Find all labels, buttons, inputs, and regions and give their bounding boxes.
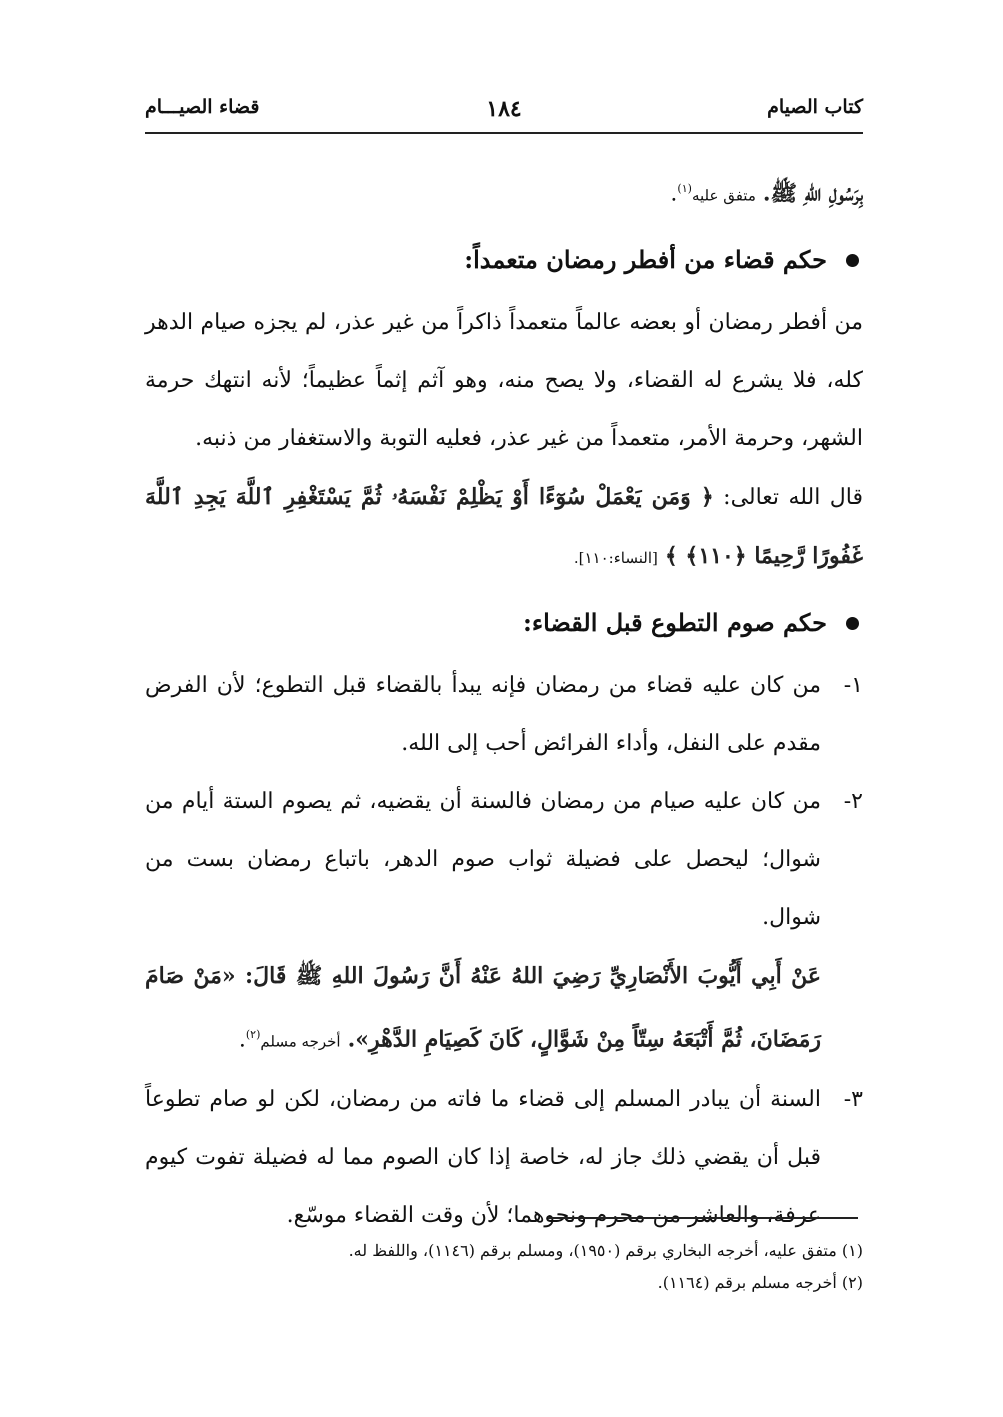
running-header	[145, 92, 863, 134]
page-body	[145, 160, 863, 1245]
bullet-icon	[846, 254, 859, 267]
verse-paragraph	[145, 468, 863, 587]
list-item-text: السنة أن يبادر المسلم إلى قضاء ما فاته من رمضان، لكن لو صام تطوعاً قبل أن يقضي ذلك جاز له، خاصة إذا كان الصوم مما له فضيلة تفوت كيوم عرفة، والعاشر من محرم ونحوهما؛ لأن وقت القضاء موسّع.	[145, 1086, 821, 1228]
hadith-ref: أخرجه مسلم	[260, 1032, 341, 1051]
footnote-marker-2: (٢)	[245, 1028, 261, 1042]
list-item-1	[145, 657, 863, 773]
chapter-title: قضاء الصيـــام	[145, 96, 260, 118]
list-item-number: ٣-	[843, 1086, 863, 1112]
hadith-paragraph: عَنْ أَبِي أَيُّوبَ الأَنْصَارِيِّ رَضِيَ اللهُ عَنْهُ أَنَّ رَسُولَ اللهِ ﷺ قَالَ: «مَنْ صَامَ رَمَضَانَ، ثُمَّ أَتْبَعَهُ سِتّاً مِنْ شَوَّالٍ، كَانَ كَصِيَامِ الدَّهْرِ». أخرجه مسلم$^{(٢)}$.	[145, 963, 821, 1053]
list-item-text: من كان عليه قضاء من رمضان فإنه يبدأ بالقضاء قبل التطوع؛ لأن الفرض مقدم على النفل، وأداء الفرائض أحب إلى الله.	[145, 673, 821, 757]
section-heading-1-text: حكم قضاء من أفطر رمضان متعمداً:	[464, 245, 827, 275]
book-title: كتاب الصيام	[767, 96, 863, 118]
list-item-number: ١-	[843, 673, 863, 699]
list-item-number: ٢-	[843, 789, 863, 815]
intro-line: بِرَسُولِ اللهِ ﷺ. متفق عليه$^{(١)}$.	[670, 180, 863, 207]
footnote-2: (٢) أخرجه مسلم برقم (١١٦٤).	[657, 1273, 863, 1292]
intro-ref: متفق عليه	[691, 186, 756, 205]
footnotes	[145, 1235, 863, 1299]
section-heading-2-text: حكم صوم التطوع قبل القضاء:	[522, 608, 827, 638]
section-heading-2	[145, 593, 863, 653]
bullet-icon	[846, 617, 859, 630]
quran-verse: ﴿ وَمَن يَعْمَلْ سُوٓءًا أَوْ يَظْلِمْ نَفْسَهُۥ ثُمَّ يَسْتَغْفِرِ ٱللَّهَ يَجِدِ ٱللَّهَ غَفُورًا رَّحِيمًا ﴿١١٠﴾ ﴾	[145, 484, 863, 570]
footnote-1: (١) متفق عليه، أخرجه البخاري برقم (١٩٥٠)، ومسلم برقم (١١٤٦)، واللفظ له.	[348, 1241, 863, 1260]
hadith-text: عَنْ أَبِي أَيُّوبَ الأَنْصَارِيِّ رَضِيَ اللهُ عَنْهُ أَنَّ رَسُولَ اللهِ ﷺ قَالَ: «مَنْ صَامَ رَمَضَانَ، ثُمَّ أَتْبَعَهُ سِتّاً مِنْ شَوَّالٍ، كَانَ كَصِيَامِ الدَّهْرِ».	[145, 963, 821, 1053]
section-1-paragraph: من أفطر رمضان أو بعضه عالماً متعمداً ذاكراً من غير عذر، لم يجزه صيام الدهر كله، فلا يشرع له القضاء، ولا يصح منه، وهو آثم إثماً عظيماً؛ لأنه انتهك حرمة الشهر، وحرمة الأمر، متعمداً من غير عذر، فعليه التوبة والاستغفار من ذنبه.	[145, 310, 863, 452]
footnote-divider	[548, 1217, 858, 1219]
verse-reference: [النساء:١١٠].	[573, 549, 658, 568]
page-number: ١٨٤	[486, 96, 522, 122]
list-item-text: من كان عليه صيام من رمضان فالسنة أن يقضيه، ثم يصوم الستة أيام من شوال؛ ليحصل على فضيلة ثواب صوم الدهر، باتباع رمضان بست من شوال.	[145, 789, 821, 931]
intro-text: بِرَسُولِ اللهِ ﷺ.	[762, 180, 863, 207]
footnote-marker-1: (١)	[677, 182, 692, 195]
verse-intro: قال الله تعالى:	[723, 485, 864, 511]
section-heading-1	[145, 230, 863, 290]
list-item-2	[145, 773, 863, 947]
